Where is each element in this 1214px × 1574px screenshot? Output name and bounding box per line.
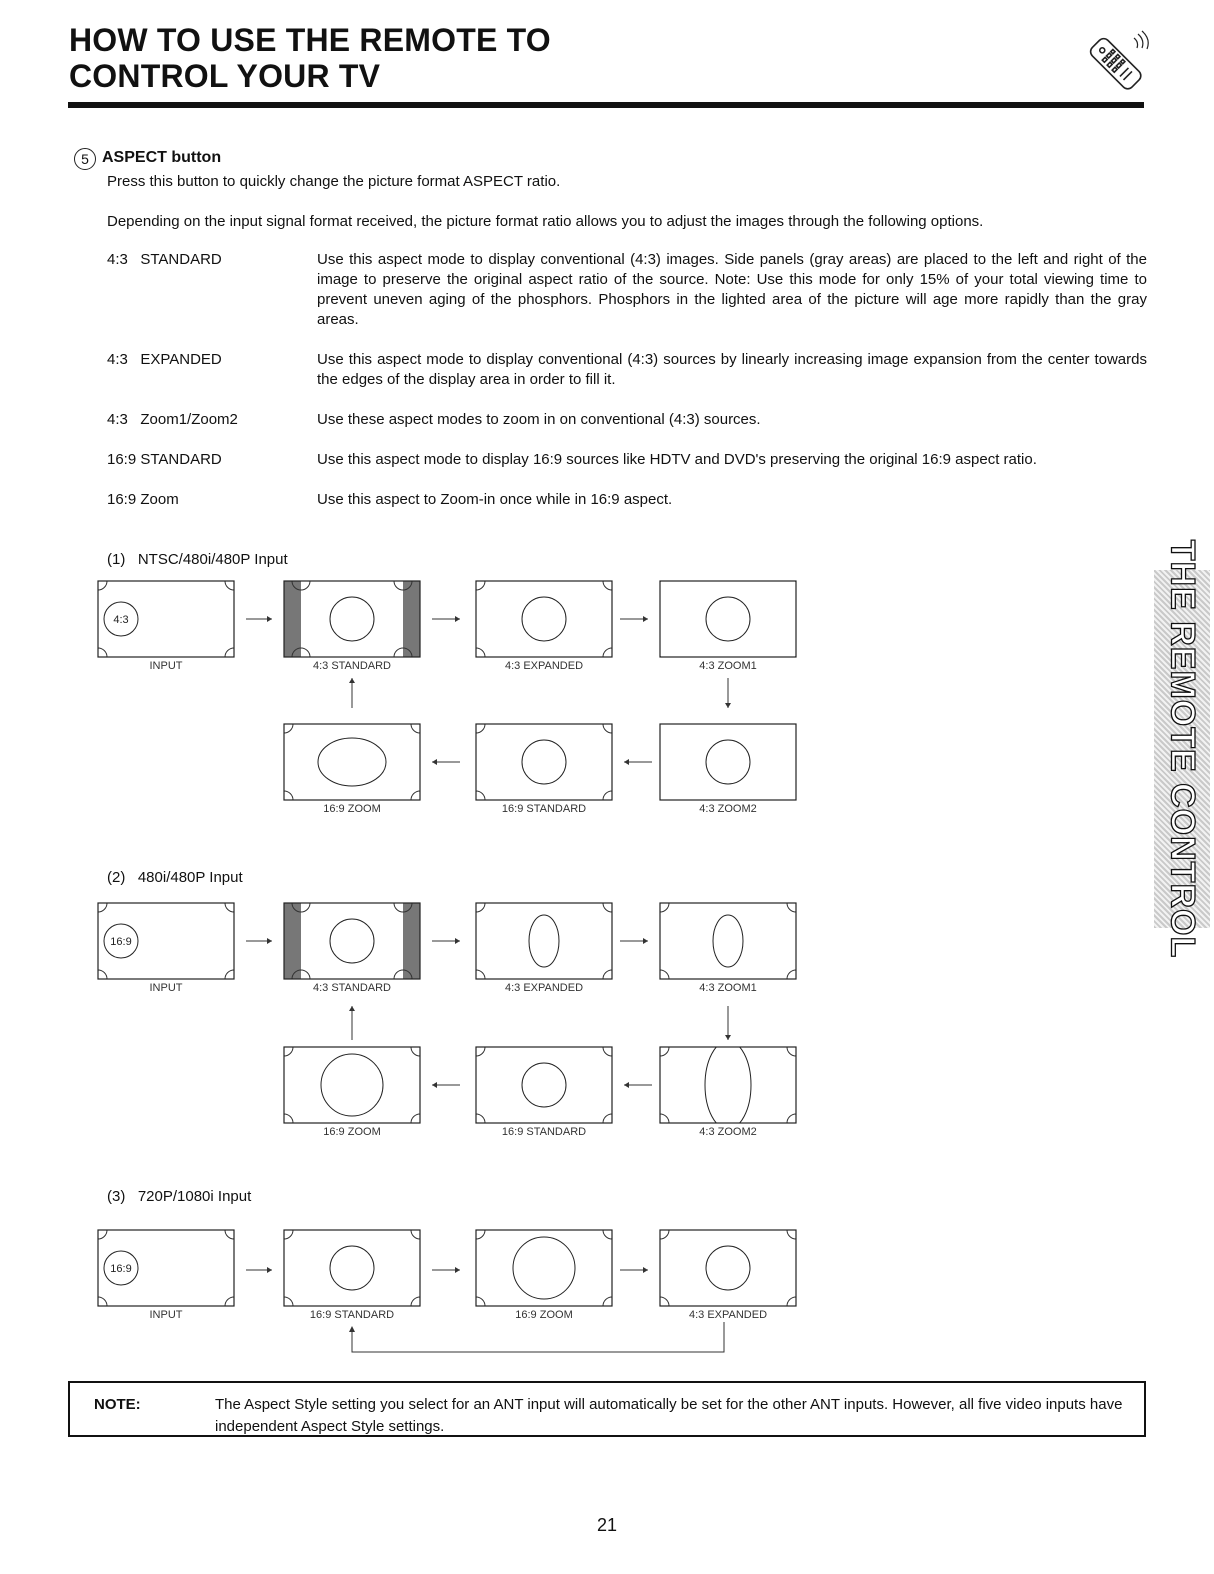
mode-description: Use these aspect modes to zoom in on conventional (4:3) sources. xyxy=(317,411,761,428)
note-box xyxy=(68,1381,1146,1437)
screen-label: 4:3 ZOOM1 xyxy=(699,660,757,672)
flow-arrow xyxy=(246,938,272,944)
section-number: 5 xyxy=(74,148,96,170)
mode-name: 16:9 STANDARD xyxy=(107,451,222,468)
screen-label: 16:9 ZOOM xyxy=(323,1126,381,1138)
section-intro: Press this button to quickly change the picture format ASPECT ratio. xyxy=(107,173,561,190)
screen-diagram xyxy=(467,1038,621,1138)
screen-label: 4:3 EXPANDED xyxy=(504,982,584,994)
screen-diagram xyxy=(651,894,805,994)
screen-label: 4:3 STANDARD xyxy=(312,982,392,994)
flow-arrow xyxy=(246,1267,272,1273)
flow-arrow xyxy=(725,678,731,708)
flow-arrow xyxy=(624,1082,652,1088)
flow-arrow xyxy=(432,938,460,944)
flow-arrow xyxy=(620,938,648,944)
flow-arrow xyxy=(349,678,355,708)
note-label: NOTE: xyxy=(94,1396,141,1413)
screen-diagram xyxy=(284,572,420,672)
mode-description: Use this aspect mode to display conventional (4:3) images. Side panels (gray areas) are placed to the left and right of the image to preserve the original aspect ratio of the source. Note: Use this mode for only 15% of your total viewing time to prevent uneven aging of the phosphors. Phosphors in the lighted area of the picture will age more rapidly than the gray areas. xyxy=(317,251,1147,328)
screen-diagram xyxy=(275,715,429,815)
screen-diagram xyxy=(89,894,243,994)
flow-arrow xyxy=(432,1267,460,1273)
screen-label: INPUT xyxy=(149,1309,183,1321)
screen-diagram xyxy=(651,1221,805,1321)
screen-diagram xyxy=(467,572,621,672)
screen-diagram xyxy=(467,715,621,815)
screen-diagram xyxy=(645,566,811,672)
screen-diagram xyxy=(89,572,243,672)
flow-arrow xyxy=(432,759,460,765)
screen-label: 16:9 STANDARD xyxy=(309,1309,395,1321)
screen-diagram xyxy=(284,894,420,994)
flow-arrow xyxy=(620,1267,648,1273)
mode-description: Use this aspect mode to display conventional (4:3) sources by linearly increasing image expansion from the center towards the edges of the display area in order to fill it. xyxy=(317,351,1147,388)
screen-diagram xyxy=(651,1038,805,1138)
title-line-1: HOW TO USE THE REMOTE TO xyxy=(69,22,551,58)
flow-arrow xyxy=(432,1082,460,1088)
input-badge: 16:9 xyxy=(110,1263,132,1275)
flow-arrow xyxy=(246,616,272,622)
note-text: The Aspect Style setting you select for an ANT input will automatically be set for the other ANT inputs. However, all five video inputs have independent Aspect Style settings. xyxy=(215,1396,1123,1435)
page-number: 21 xyxy=(596,1515,618,1535)
screen-label: 4:3 ZOOM2 xyxy=(699,803,757,815)
section-intro-2: Depending on the input signal format received, the picture format ratio allows you to adjust the images through the following options. xyxy=(107,213,984,230)
screen-label: 4:3 EXPANDED xyxy=(688,1309,768,1321)
mode-name: 4:3 Zoom1/Zoom2 xyxy=(107,411,238,428)
mode-name: 4:3 EXPANDED xyxy=(107,351,222,368)
screen-diagram xyxy=(467,1221,621,1321)
flow-arrow xyxy=(349,1322,724,1352)
screen-label: 16:9 STANDARD xyxy=(501,803,587,815)
screen-label: 4:3 EXPANDED xyxy=(504,660,584,672)
screen-label: 16:9 ZOOM xyxy=(515,1309,573,1321)
screen-label: 16:9 STANDARD xyxy=(501,1126,587,1138)
diagram-1-label: (1) NTSC/480i/480P Input xyxy=(107,551,288,568)
flow-arrow xyxy=(725,1006,731,1040)
diagram-2-label: (2) 480i/480P Input xyxy=(107,869,243,886)
screen-label: 4:3 STANDARD xyxy=(312,660,392,672)
input-badge: 16:9 xyxy=(110,936,132,948)
screen-label: 4:3 ZOOM2 xyxy=(699,1126,757,1138)
mode-name: 4:3 STANDARD xyxy=(107,251,222,268)
screen-label: 4:3 ZOOM1 xyxy=(699,982,757,994)
screen-diagram xyxy=(641,701,815,823)
title-line-2: CONTROL YOUR TV xyxy=(69,58,381,94)
diagram-3-label: (3) 720P/1080i Input xyxy=(107,1188,252,1205)
flow-arrow xyxy=(349,1006,355,1040)
flow-arrow xyxy=(620,616,648,622)
screen-label: INPUT xyxy=(149,982,183,994)
mode-description: Use this aspect to Zoom-in once while in 16:9 aspect. xyxy=(317,491,673,508)
screen-label: INPUT xyxy=(149,660,183,672)
section-title: ASPECT button xyxy=(102,149,222,166)
flow-arrow xyxy=(432,616,460,622)
screen-label: 16:9 ZOOM xyxy=(323,803,381,815)
side-tab-label: THE REMOTE CONTROL xyxy=(1163,539,1202,959)
mode-name: 16:9 Zoom xyxy=(107,491,179,508)
screen-diagram xyxy=(467,894,621,994)
flow-arrow xyxy=(624,759,652,765)
screen-diagram xyxy=(275,1038,429,1138)
screen-diagram xyxy=(89,1221,243,1321)
mode-description: Use this aspect mode to display 16:9 sources like HDTV and DVD's preserving the original 16:9 aspect ratio. xyxy=(317,451,1037,468)
screen-diagram xyxy=(275,1221,429,1321)
input-badge: 4:3 xyxy=(113,614,129,626)
